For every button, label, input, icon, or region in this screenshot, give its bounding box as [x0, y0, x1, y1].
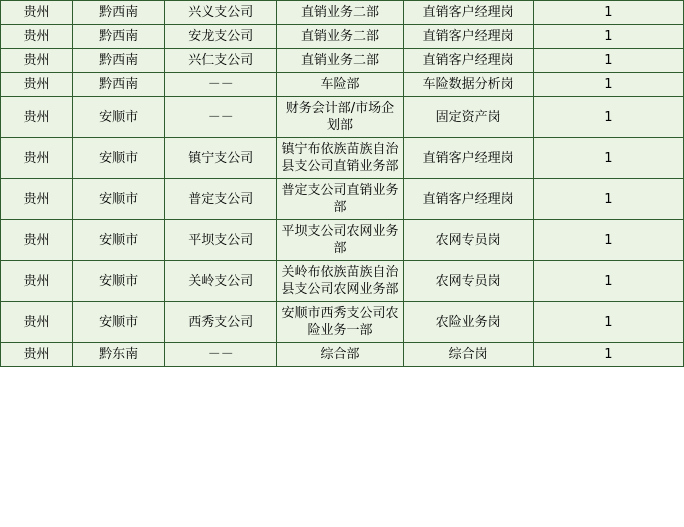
cell-branch: 镇宁支公司 — [165, 138, 277, 179]
cell-province: 贵州 — [1, 261, 73, 302]
cell-count: 1 — [533, 138, 683, 179]
cell-department: 直销业务二部 — [277, 1, 403, 25]
cell-position: 直销客户经理岗 — [403, 138, 533, 179]
table-row — [1, 220, 684, 261]
cell-region: 安顺市 — [73, 179, 165, 220]
cell-department: 财务会计部/市场企划部 — [277, 97, 403, 138]
cell-region: 安顺市 — [73, 220, 165, 261]
table-row — [1, 25, 684, 49]
cell-department: 平坝支公司农网业务部 — [277, 220, 403, 261]
cell-count: 1 — [533, 97, 683, 138]
cell-region: 黔西南 — [73, 73, 165, 97]
cell-position: 直销客户经理岗 — [403, 25, 533, 49]
cell-department: 综合部 — [277, 343, 403, 367]
cell-branch: 关岭支公司 — [165, 261, 277, 302]
cell-position: 直销客户经理岗 — [403, 1, 533, 25]
cell-position: 农险业务岗 — [403, 302, 533, 343]
table-row — [1, 1, 684, 25]
cell-branch: 兴仁支公司 — [165, 49, 277, 73]
cell-position: 农网专员岗 — [403, 220, 533, 261]
cell-branch: 安龙支公司 — [165, 25, 277, 49]
cell-province: 贵州 — [1, 73, 73, 97]
cell-count: 1 — [533, 302, 683, 343]
cell-branch: 普定支公司 — [165, 179, 277, 220]
cell-count: 1 — [533, 220, 683, 261]
cell-department: 普定支公司直销业务部 — [277, 179, 403, 220]
cell-department: 直销业务二部 — [277, 25, 403, 49]
cell-province: 贵州 — [1, 97, 73, 138]
cell-position: 固定资产岗 — [403, 97, 533, 138]
table-row — [1, 302, 684, 343]
cell-branch: －－ — [165, 73, 277, 97]
cell-region: 黔东南 — [73, 343, 165, 367]
cell-department: 镇宁布依族苗族自治县支公司直销业务部 — [277, 138, 403, 179]
cell-province: 贵州 — [1, 25, 73, 49]
cell-province: 贵州 — [1, 220, 73, 261]
cell-count: 1 — [533, 261, 683, 302]
cell-position: 直销客户经理岗 — [403, 179, 533, 220]
cell-region: 黔西南 — [73, 1, 165, 25]
cell-count: 1 — [533, 25, 683, 49]
cell-region: 安顺市 — [73, 261, 165, 302]
cell-branch: 兴义支公司 — [165, 1, 277, 25]
cell-province: 贵州 — [1, 1, 73, 25]
cell-count: 1 — [533, 73, 683, 97]
cell-region: 安顺市 — [73, 97, 165, 138]
cell-count: 1 — [533, 49, 683, 73]
cell-count: 1 — [533, 343, 683, 367]
cell-region: 安顺市 — [73, 138, 165, 179]
table-row — [1, 49, 684, 73]
table-row — [1, 343, 684, 367]
cell-province: 贵州 — [1, 179, 73, 220]
cell-branch: －－ — [165, 343, 277, 367]
cell-region: 安顺市 — [73, 302, 165, 343]
cell-position: 综合岗 — [403, 343, 533, 367]
cell-branch: 平坝支公司 — [165, 220, 277, 261]
cell-count: 1 — [533, 179, 683, 220]
cell-province: 贵州 — [1, 343, 73, 367]
table-row — [1, 179, 684, 220]
cell-region: 黔西南 — [73, 49, 165, 73]
cell-department: 直销业务二部 — [277, 49, 403, 73]
cell-department: 关岭布依族苗族自治县支公司农网业务部 — [277, 261, 403, 302]
table-row — [1, 97, 684, 138]
table-row — [1, 73, 684, 97]
cell-province: 贵州 — [1, 138, 73, 179]
cell-position: 农网专员岗 — [403, 261, 533, 302]
cell-province: 贵州 — [1, 302, 73, 343]
cell-department: 安顺市西秀支公司农险业务一部 — [277, 302, 403, 343]
cell-region: 黔西南 — [73, 25, 165, 49]
cell-branch: 西秀支公司 — [165, 302, 277, 343]
table-row — [1, 138, 684, 179]
cell-position: 直销客户经理岗 — [403, 49, 533, 73]
cell-department: 车险部 — [277, 73, 403, 97]
cell-branch: －－ — [165, 97, 277, 138]
cell-position: 车险数据分析岗 — [403, 73, 533, 97]
table-body — [1, 1, 684, 367]
table-row — [1, 261, 684, 302]
cell-count: 1 — [533, 1, 683, 25]
cell-province: 贵州 — [1, 49, 73, 73]
